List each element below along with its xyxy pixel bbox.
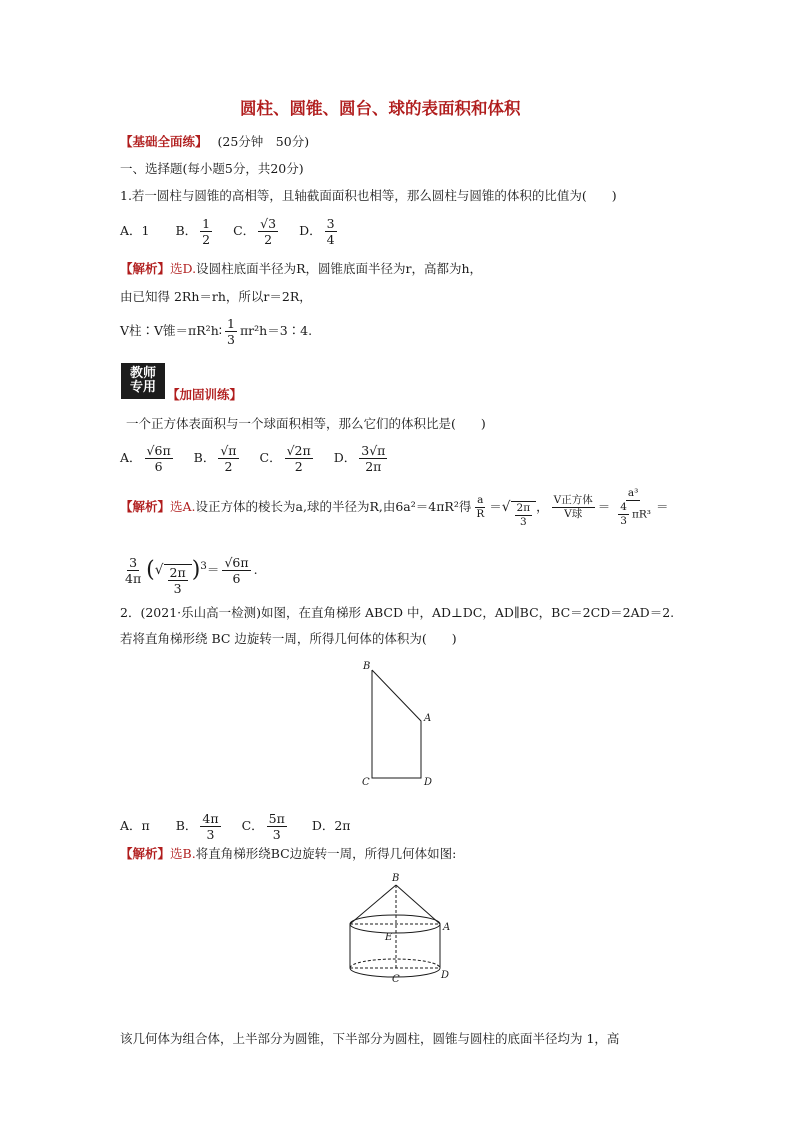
solution-choice: 选B. [170, 846, 196, 861]
part-heading: 一、选择题(每小题5分，共20分) [120, 161, 304, 176]
option-c: C． $\frac{5\pi}{3}$ [241, 811, 285, 843]
solution-1-line-1: 【解析】选D.设圆柱底面半径为R，圆锥底面半径为r，高都为h， [120, 261, 483, 276]
option-d: D． $\frac{3}{4}$ [299, 216, 335, 248]
solution-1-line-2: 由已知得 2Rh＝rh，所以r＝2R， [120, 289, 312, 304]
option-a: A． $\frac{√6\pi}{6}$ [120, 443, 171, 475]
label-e: E [385, 932, 393, 943]
solution-2-line-2: $\frac{3}{4\pi}$ ( √ $\frac{2\pi}{3}$ )$^3$＝ $\frac{√6\pi}{6}$ . [125, 555, 258, 597]
extra-question-options [120, 444, 390, 473]
option-b: B． $\frac{1}{2}$ [175, 216, 211, 248]
label-d: D [424, 777, 433, 788]
label-c: C [392, 974, 400, 985]
option-b: B． $\frac{√\pi}{2}$ [193, 443, 237, 475]
solution-1-line-3: V柱∶V锥＝πR²h∶ $\frac{1}{3}$ πr²h＝3∶4. [120, 316, 313, 348]
teacher-only-badge: 教师 专用 [121, 363, 165, 399]
option-a: A．π [120, 818, 150, 834]
trapezoid-figure [355, 655, 445, 790]
label-c: C [362, 777, 370, 788]
question-1-stem: 1.若一圆柱与圆锥的高相等，且轴截面面积也相等，那么圆柱与圆锥的体积的比值为( ) [120, 188, 617, 203]
question-2-options [120, 812, 351, 841]
question-2-stem-1: 2．(2021·乐山高一检测)如图，在直角梯形 ABCD 中，AD⊥DC，AD∥BC，BC＝2CD＝2AD＝2. [120, 605, 675, 620]
option-a: A．1 [120, 223, 150, 239]
option-d: D．2π [311, 818, 351, 834]
page-title: 圆柱、圆锥、圆台、球的表面积和体积 [240, 99, 521, 118]
label-b: B [392, 873, 400, 884]
question-1-options [120, 217, 340, 246]
option-b: B． $\frac{4\pi}{3}$ [175, 811, 219, 843]
option-c: C． $\frac{√3}{2}$ [233, 216, 277, 248]
solution-3-line-2: 该几何体为组合体，上半部分为圆锥，下半部分为圆柱，圆锥与圆柱的底面半径均为 1，高 [120, 1031, 620, 1046]
solution-2-line-1: 【解析】选A.设正方体的棱长为a,球的半径为R,由6a²＝4πR²得 $\frac{a}{R}$ ＝ √ $\frac{2\pi}{3}$ ， $\frac{\text{V正方体}}{\text{V球}}$ ＝ a³ $\frac{4}{3}$ πR³ ＝ [120, 487, 669, 529]
label-a: A [443, 922, 451, 933]
option-d: D． $\frac{3√\pi}{2\pi}$ [333, 443, 386, 475]
solution-label: 【解析】 [120, 499, 171, 515]
question-2-stem-2: 若将直角梯形绕 BC 边旋转一周，所得几何体的体积为( ) [120, 631, 457, 646]
section-heading [120, 136, 309, 149]
label-b: B [363, 661, 371, 672]
trapezoid-outline [372, 670, 421, 778]
option-c: C． $\frac{√2\pi}{2}$ [259, 443, 311, 475]
extra-question-stem: 一个正方体表面积与一个球面积相等，那么它们的体积比是( ) [126, 416, 486, 431]
section-meta: (25分钟 50分) [217, 134, 310, 149]
section-label: 【基础全面练】 [120, 134, 208, 149]
label-a: A [424, 713, 432, 724]
solution-choice: 选D. [170, 261, 197, 276]
solution-label: 【解析】 [120, 261, 171, 276]
label-d: D [441, 970, 450, 981]
solution-3-line-1: 【解析】选B.将直角梯形绕BC边旋转一周，所得几何体如图: [120, 846, 457, 861]
solution-choice: 选A. [170, 499, 196, 515]
solution-label: 【解析】 [120, 846, 171, 861]
solid-of-revolution-figure [340, 870, 460, 995]
extra-practice-label: 【加固训练】 [167, 387, 243, 402]
